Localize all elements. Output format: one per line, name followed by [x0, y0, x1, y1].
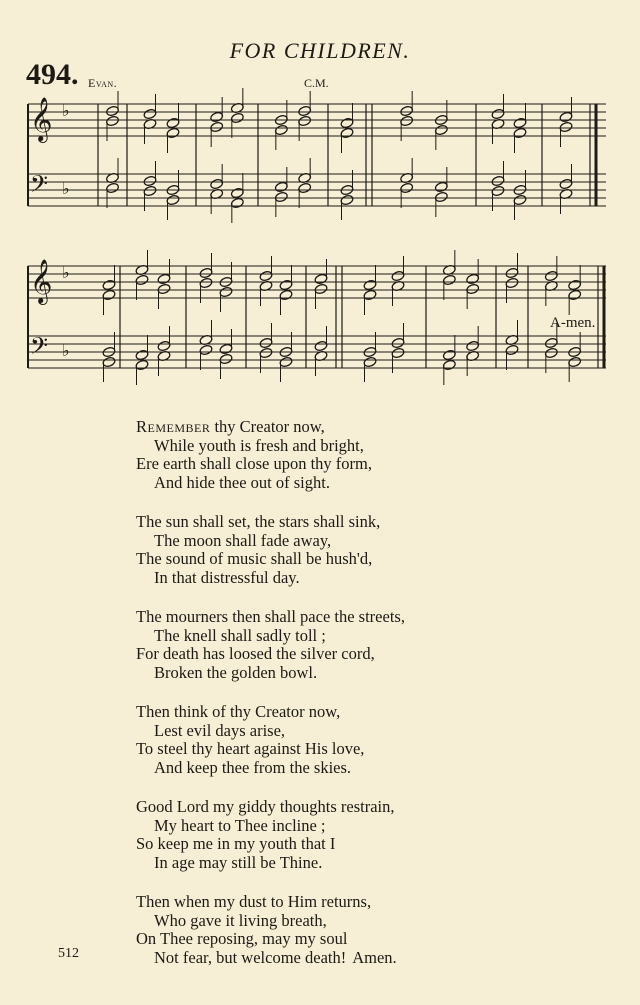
verse-line: The knell shall sadly toll ;	[154, 625, 326, 645]
half-note	[434, 191, 448, 203]
half-note	[219, 286, 233, 298]
half-note	[143, 185, 157, 197]
half-note	[363, 289, 377, 301]
stanza-4	[136, 703, 496, 777]
amen-label: A-men.	[550, 315, 596, 331]
final-amen: Amen.	[352, 947, 397, 967]
half-note	[466, 273, 480, 285]
half-note	[143, 175, 157, 187]
half-note	[259, 270, 273, 282]
stanza-2	[136, 513, 496, 587]
half-note	[340, 117, 354, 129]
half-note	[166, 127, 180, 139]
verse-line: To steel thy heart against His love,	[136, 739, 365, 758]
half-note	[505, 267, 519, 279]
treble-clef-icon: 𝄞	[30, 259, 53, 303]
half-note	[363, 279, 377, 291]
stanza-1	[136, 418, 496, 492]
half-note	[166, 117, 180, 129]
verse-line	[136, 949, 496, 968]
tune-name: Evan.	[88, 76, 118, 90]
half-note	[442, 274, 456, 286]
half-note	[363, 356, 377, 368]
verse-line: Broken the golden bowl.	[154, 662, 318, 682]
bass-clef-icon: 𝄢	[30, 170, 49, 203]
hymn-number: 494.	[26, 58, 79, 91]
verse-line: And hide thee out of sight.	[154, 472, 330, 492]
half-note	[157, 283, 171, 295]
verse-line: For death has loosed the silver cord,	[136, 644, 375, 663]
verse-line-rest: thy Creator now,	[210, 417, 325, 436]
half-note	[568, 289, 582, 301]
verse-line: So keep me in my youth that I	[136, 834, 336, 853]
page-number: 512	[58, 946, 79, 961]
half-note	[491, 108, 505, 120]
half-note	[513, 127, 527, 139]
half-note	[166, 194, 180, 206]
half-note	[298, 105, 312, 117]
opening-word: Remember	[136, 417, 211, 436]
verse-line: Who gave it living breath,	[154, 910, 327, 930]
half-note	[230, 112, 244, 124]
half-note	[391, 347, 405, 359]
half-note	[434, 181, 448, 193]
half-note	[219, 353, 233, 365]
music-score	[0, 0, 640, 400]
half-note	[135, 359, 149, 371]
verse-line: Lest evil days arise,	[154, 720, 286, 740]
half-note	[259, 337, 273, 349]
verse-line-text: Not fear, but welcome death!	[154, 947, 347, 967]
flat-icon: ♭	[62, 179, 70, 198]
half-note	[466, 340, 480, 352]
hymn-verses	[136, 418, 496, 988]
half-note	[199, 344, 213, 356]
half-note	[274, 181, 288, 193]
half-note	[230, 187, 244, 199]
half-note	[340, 127, 354, 139]
half-note	[259, 347, 273, 359]
half-note	[505, 277, 519, 289]
verse-line: Good Lord my giddy thoughts restrain,	[136, 797, 395, 816]
verse-line: And keep thee from the skies.	[154, 757, 352, 777]
half-note	[466, 283, 480, 295]
verse-line: In age may still be Thine.	[154, 852, 323, 872]
half-note	[102, 356, 116, 368]
half-note	[102, 289, 116, 301]
half-note	[559, 121, 573, 133]
half-note	[135, 349, 149, 361]
verse-line: Then think of thy Creator now,	[136, 702, 341, 721]
verse-line: The sound of music shall be hush'd,	[136, 549, 373, 568]
half-note	[442, 349, 456, 361]
flat-icon: ♭	[62, 263, 70, 282]
half-note	[544, 337, 558, 349]
half-note	[230, 197, 244, 209]
stanza-6	[136, 893, 496, 967]
half-note	[105, 182, 119, 194]
half-note	[513, 117, 527, 129]
flat-icon: ♭	[62, 341, 70, 360]
half-note	[391, 270, 405, 282]
half-note	[210, 121, 224, 133]
half-note	[314, 283, 328, 295]
half-note	[157, 340, 171, 352]
half-note	[391, 337, 405, 349]
half-note	[559, 111, 573, 123]
half-note	[279, 356, 293, 368]
half-note	[102, 279, 116, 291]
verse-line: Ere earth shall close upon thy form,	[136, 454, 372, 473]
half-note	[400, 182, 414, 194]
half-note	[513, 194, 527, 206]
verse-line: The sun shall set, the stars shall sink,	[136, 512, 381, 531]
running-head: FOR CHILDREN.	[229, 38, 411, 63]
half-note	[279, 279, 293, 291]
half-note	[491, 185, 505, 197]
treble-clef-icon: 𝄞	[30, 97, 53, 141]
half-note	[544, 270, 558, 282]
half-note	[274, 124, 288, 136]
meter: C.M.	[304, 76, 329, 90]
verse-line: On Thee reposing, may my soul	[136, 929, 348, 948]
stanza-3	[136, 608, 496, 682]
verse-line	[136, 418, 496, 437]
half-note	[340, 194, 354, 206]
stanza-5	[136, 798, 496, 872]
verse-line: The mourners then shall pace the streets,	[136, 607, 405, 626]
half-note	[298, 182, 312, 194]
half-note	[199, 267, 213, 279]
half-note	[544, 347, 558, 359]
half-note	[210, 111, 224, 123]
verse-line: In that distressful day.	[154, 567, 300, 587]
half-note	[442, 359, 456, 371]
half-note	[105, 115, 119, 127]
verse-line: Then when my dust to Him returns,	[136, 892, 372, 911]
half-note	[568, 279, 582, 291]
half-note	[314, 273, 328, 285]
half-note	[505, 344, 519, 356]
half-note	[157, 273, 171, 285]
half-note	[274, 191, 288, 203]
half-note	[279, 289, 293, 301]
half-note	[314, 340, 328, 352]
half-note	[298, 115, 312, 127]
half-note	[491, 175, 505, 187]
half-note	[105, 105, 119, 117]
half-note	[143, 108, 157, 120]
verse-line: While youth is fresh and bright,	[154, 435, 364, 455]
half-note	[400, 105, 414, 117]
half-note	[568, 356, 582, 368]
bass-clef-icon: 𝄢	[30, 332, 49, 365]
flat-icon: ♭	[62, 101, 70, 120]
verse-line: My heart to Thee incline ;	[154, 815, 326, 835]
half-note	[135, 274, 149, 286]
half-note	[219, 343, 233, 355]
half-note	[210, 178, 224, 190]
verse-line: The moon shall fade away,	[154, 530, 332, 550]
half-note	[199, 277, 213, 289]
half-note	[400, 115, 414, 127]
half-note	[559, 178, 573, 190]
half-note	[434, 124, 448, 136]
